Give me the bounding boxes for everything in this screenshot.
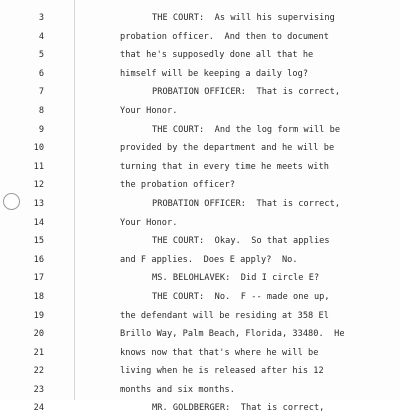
line-text: months and six months. — [120, 384, 235, 395]
line-number: 6 — [38, 68, 44, 79]
transcript-line — [0, 232, 400, 251]
line-number: 20 — [33, 329, 44, 340]
transcript-line — [0, 344, 400, 363]
line-text: himself will be keeping a daily log? — [120, 68, 309, 79]
line-number: 12 — [33, 180, 44, 191]
line-text: PROBATION OFFICER: That is correct, — [152, 87, 341, 98]
line-number: 3 — [38, 13, 44, 23]
line-number: 24 — [33, 403, 44, 414]
transcript-line — [0, 102, 400, 121]
line-text: the probation officer? — [120, 180, 235, 191]
line-text: THE COURT: Okay. So that applies — [152, 236, 330, 247]
transcript-line — [0, 121, 400, 140]
line-number: 11 — [33, 161, 44, 172]
transcript-line — [0, 362, 400, 381]
line-text: and F applies. Does E apply? No. — [120, 254, 298, 265]
line-text: the defendant will be residing at 358 El — [120, 310, 329, 321]
line-text: MS. BELOHLAVEK: Did I circle E? — [152, 273, 320, 284]
line-number: 23 — [33, 384, 44, 395]
line-number: 7 — [38, 87, 44, 98]
transcript-line — [0, 251, 400, 270]
line-text: living when he is released after his 12 — [120, 366, 324, 377]
transcript-line — [0, 176, 400, 195]
line-number: 19 — [33, 310, 44, 321]
transcript-line — [0, 214, 400, 233]
line-number: 22 — [33, 366, 44, 377]
line-text: THE COURT: As will his supervising — [152, 13, 335, 23]
line-text: probation officer. And then to document — [120, 31, 329, 42]
transcript-line — [0, 195, 400, 214]
transcript-lines — [0, 9, 400, 418]
transcript-line — [0, 381, 400, 400]
line-text: that he's supposedly done all that he — [120, 50, 314, 61]
transcript-line — [0, 139, 400, 158]
line-number: 14 — [33, 217, 44, 228]
line-text: THE COURT: No. F -- made one up, — [152, 291, 330, 302]
line-number: 5 — [38, 50, 44, 61]
line-number: 21 — [33, 347, 44, 358]
line-text: THE COURT: And the log form will be — [152, 124, 341, 135]
line-number: 9 — [38, 124, 44, 135]
line-text: Your Honor. — [120, 105, 178, 116]
line-text: Brillo Way, Palm Beach, Florida, 33480. He — [120, 329, 345, 340]
transcript-line — [0, 288, 400, 307]
transcript-line — [0, 46, 400, 65]
line-number: 17 — [33, 273, 44, 284]
line-number: 16 — [33, 254, 44, 265]
transcript-line — [0, 325, 400, 344]
line-text: PROBATION OFFICER: That is correct, — [152, 198, 341, 209]
line-number: 8 — [38, 105, 44, 116]
line-number: 10 — [33, 143, 44, 154]
transcript-line — [0, 83, 400, 102]
transcript-line — [0, 9, 400, 28]
line-text: provided by the department and he will be — [120, 143, 335, 154]
transcript-line — [0, 65, 400, 84]
line-number: 15 — [33, 236, 44, 247]
line-text: turning that in every time he meets with — [120, 161, 329, 172]
line-number: 4 — [38, 31, 44, 42]
transcript-line — [0, 399, 400, 418]
line-text: MR. GOLDBERGER: That is correct, — [152, 403, 325, 414]
transcript-line — [0, 158, 400, 177]
line-number: 13 — [33, 198, 44, 209]
line-number: 18 — [33, 291, 44, 302]
transcript-line — [0, 28, 400, 47]
line-text: knows now that that's where he will be — [120, 347, 319, 358]
line-text: Your Honor. — [120, 217, 178, 228]
transcript-line — [0, 269, 400, 288]
transcript-line — [0, 307, 400, 326]
